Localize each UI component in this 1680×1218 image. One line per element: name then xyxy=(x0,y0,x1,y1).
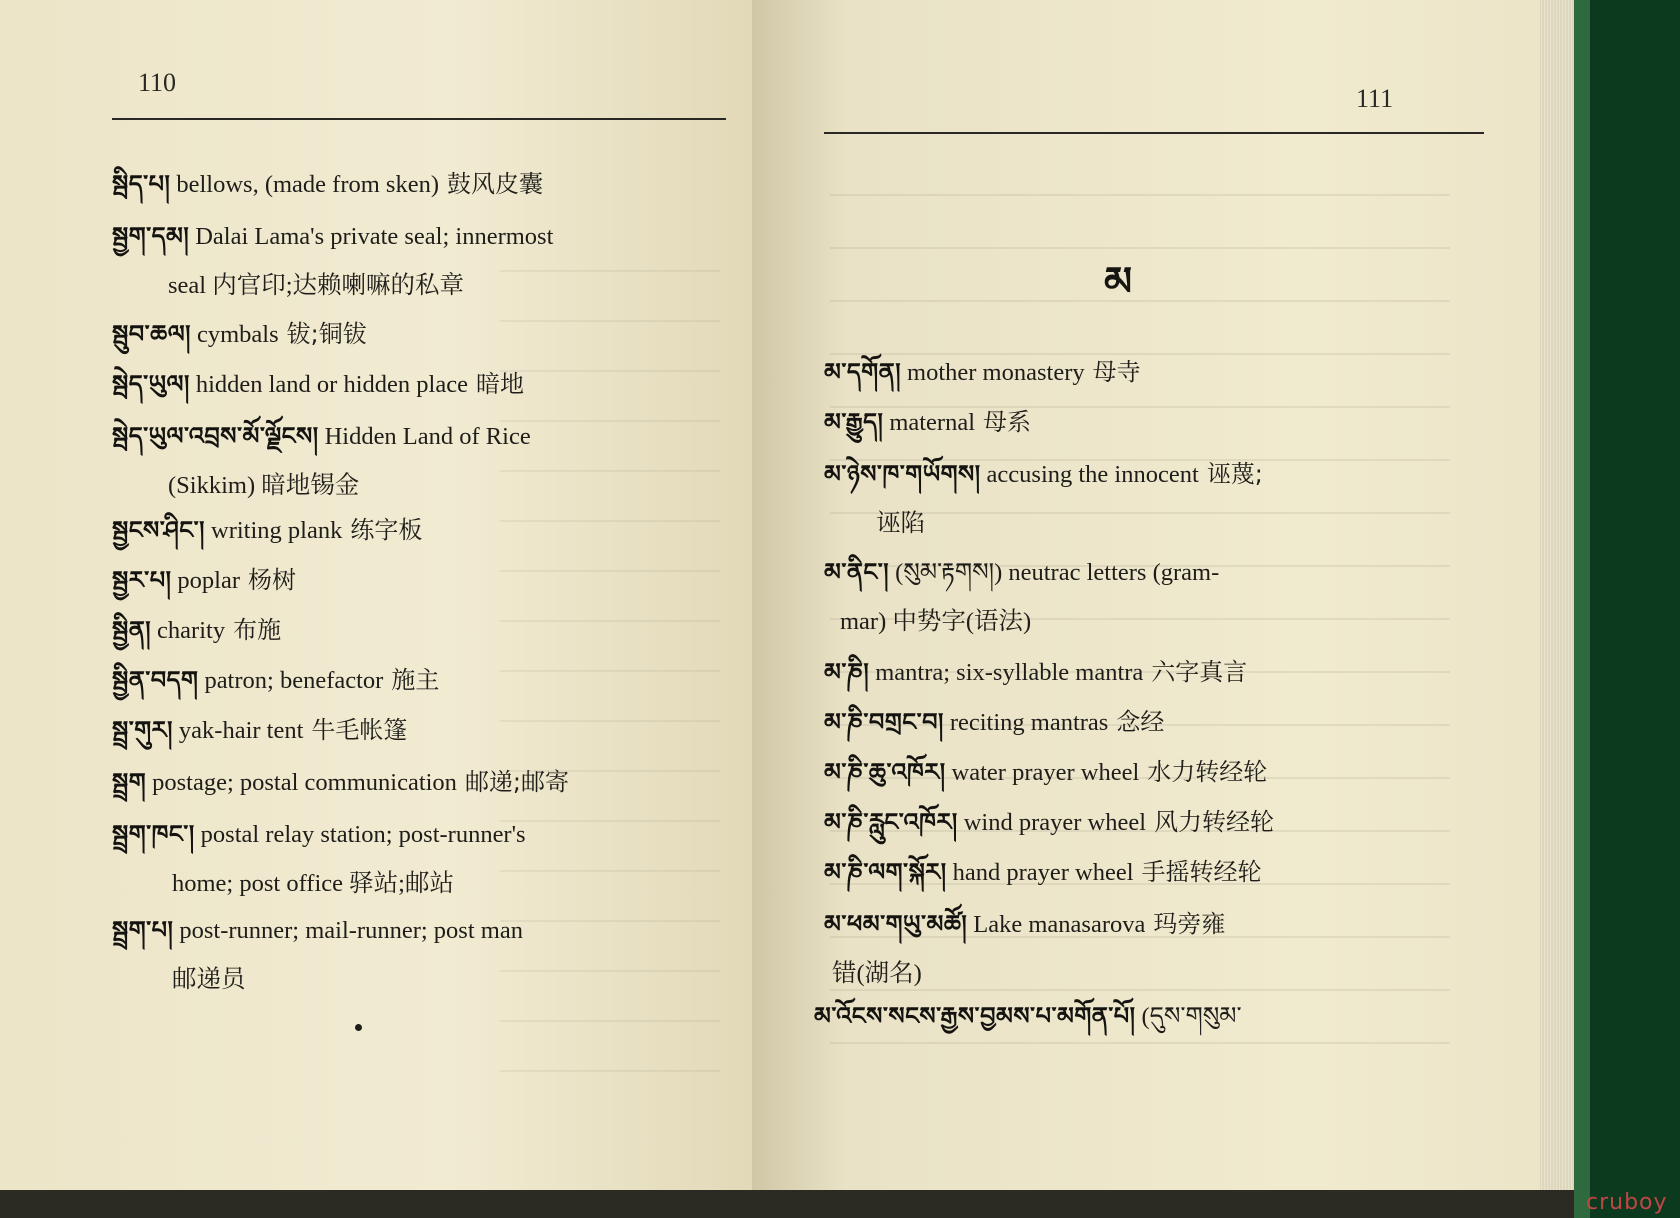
tibetan-headword: མ་འོངས་སངས་རྒྱས་བྱམས་པ་མགོན་པོ། xyxy=(814,1002,1136,1030)
english-definition: mother monastery xyxy=(907,359,1085,386)
tibetan-headword: སྦྲག་པ། xyxy=(112,916,174,944)
chinese-definition: 风力转经轮 xyxy=(1154,808,1275,836)
chinese-definition: 玛旁雍 xyxy=(1153,910,1226,938)
chinese-definition: 钹;铜钹 xyxy=(286,320,367,348)
tibetan-headword: མ་ཉེས་ཁ་གཡོགས། xyxy=(824,460,981,488)
definition-continuation: 错(湖名) xyxy=(832,960,922,987)
chinese-definition: 施主 xyxy=(391,666,440,694)
dictionary-entry xyxy=(824,450,1263,548)
english-definition: patron; benefactor xyxy=(204,667,384,694)
tibetan-headword: སྦྲག xyxy=(112,768,147,796)
header-rule-right xyxy=(824,132,1484,134)
dictionary-entry xyxy=(112,758,569,807)
dictionary-entry xyxy=(824,798,1274,847)
english-definition: bellows, (made from sken) xyxy=(176,171,439,198)
tibetan-headword: སྦྱག་དམ། xyxy=(112,222,190,250)
dictionary-entry xyxy=(112,506,422,555)
tibetan-headword: མ་དགོན། xyxy=(824,358,902,386)
chinese-definition: 六字真言 xyxy=(1151,658,1248,686)
right-page xyxy=(752,0,1540,1190)
english-definition: hand prayer wheel xyxy=(952,859,1134,886)
english-definition: water prayer wheel xyxy=(951,759,1140,786)
chinese-definition: 水力转经轮 xyxy=(1147,758,1268,786)
section-letter: མ xyxy=(1104,259,1133,305)
tibetan-headword: མ་ཎི་ཆུ་འཁོར། xyxy=(824,758,946,786)
ink-dot xyxy=(355,1024,362,1031)
tibetan-headword: མ་ཎི། xyxy=(824,658,870,686)
tibetan-headword: མ་ཎི་ལག་སྐོར། xyxy=(824,858,947,886)
tibetan-headword: མ་ནིང་། xyxy=(824,558,890,586)
chinese-definition: 暗地 xyxy=(475,370,524,398)
definition-continuation: 诬陷 xyxy=(876,510,925,537)
dictionary-entry xyxy=(824,398,1031,447)
chinese-definition: 念经 xyxy=(1116,708,1165,736)
chinese-definition: 鼓风皮囊 xyxy=(446,170,543,198)
dictionary-entry xyxy=(112,906,523,1004)
show-through-text xyxy=(500,240,720,1120)
dictionary-entry xyxy=(824,848,1262,897)
header-rule-left xyxy=(112,118,726,120)
english-definition: accusing the innocent xyxy=(986,461,1199,488)
english-definition: postage; postal communication xyxy=(152,769,457,796)
english-definition: post-runner; mail-runner; post man xyxy=(179,917,523,944)
dictionary-entry xyxy=(824,748,1267,797)
dictionary-entry xyxy=(112,810,526,908)
tibetan-headword: མ་ཎི་བགྲང་བ། xyxy=(824,708,944,736)
chinese-definition: 牛毛帐篷 xyxy=(311,716,408,744)
chinese-definition: 母寺 xyxy=(1092,358,1141,386)
tibetan-headword: མ་རྒྱུད། xyxy=(824,408,884,436)
left-page xyxy=(0,0,752,1190)
chinese-definition: 母系 xyxy=(983,408,1032,436)
dictionary-entry xyxy=(112,360,524,409)
tibetan-headword: སྦྲག་ཁང་། xyxy=(112,820,195,848)
english-definition: reciting mantras xyxy=(949,709,1109,736)
tibetan-headword: སྦྱར་པ། xyxy=(112,566,172,594)
english-definition: postal relay station; post-runner's xyxy=(200,821,526,848)
watermark: cruboy xyxy=(1586,1190,1668,1215)
tibetan-headword: སྦྲ་གུར། xyxy=(112,716,173,744)
chinese-definition: 布施 xyxy=(233,616,282,644)
tibetan-headword: མ་ཕམ་གཡུ་མཚོ། xyxy=(824,910,968,938)
tibetan-headword: སྦྱིན། xyxy=(112,616,152,644)
english-definition: Hidden Land of Rice xyxy=(324,423,531,450)
page-number-right: 111 xyxy=(1356,84,1394,113)
tibetan-headword: སྦུབ་ཆལ། xyxy=(112,320,191,348)
english-definition: charity xyxy=(157,617,226,644)
english-definition: yak-hair tent xyxy=(178,717,304,744)
page-number-left: 110 xyxy=(138,68,177,97)
dictionary-entry xyxy=(112,706,407,755)
english-definition: wind prayer wheel xyxy=(963,809,1147,836)
tibetan-headword: སྦེད་ཡུལ། xyxy=(112,370,190,398)
dictionary-entry xyxy=(814,992,1242,1041)
dictionary-entry xyxy=(824,698,1164,747)
english-definition: (སུམ་རྟགས།) neutrac letters (gram- xyxy=(895,559,1220,586)
english-definition: Lake manasarova xyxy=(973,911,1146,938)
dictionary-entry xyxy=(112,556,296,605)
tibetan-headword: སྦྱངས་ཤིང་། xyxy=(112,516,205,544)
dictionary-entry xyxy=(112,412,531,510)
english-definition: mantra; six-syllable mantra xyxy=(875,659,1144,686)
dictionary-entry xyxy=(112,656,439,705)
definition-continuation: mar) 中势字(语法) xyxy=(840,608,1032,635)
tibetan-headword: སྦིད་པ། xyxy=(112,170,171,198)
chinese-definition: 诬蔑; xyxy=(1206,460,1263,488)
dictionary-entry xyxy=(112,606,281,655)
english-definition: hidden land or hidden place xyxy=(195,371,468,398)
dictionary-entry xyxy=(112,310,367,359)
chinese-definition: 杨树 xyxy=(248,566,296,594)
scan-bottom xyxy=(0,1190,1574,1218)
definition-continuation: seal 内官印;达赖喇嘛的私章 xyxy=(168,272,465,299)
chinese-definition: 邮递;邮寄 xyxy=(464,768,570,796)
english-definition: maternal xyxy=(889,409,976,436)
definition-continuation: 邮递员 xyxy=(172,966,246,993)
dictionary-entry xyxy=(112,160,543,209)
page-edges xyxy=(1540,0,1574,1218)
english-definition: Dalai Lama's private seal; innermost xyxy=(195,223,554,250)
tibetan-headword: སྦེད་ཡུལ་འབྲས་མོ་ལྗོངས། xyxy=(112,422,319,450)
english-definition: poplar xyxy=(177,567,240,594)
tibetan-headword: མ་ཎི་རླུང་འཁོར། xyxy=(824,808,958,836)
dictionary-entry xyxy=(824,548,1219,646)
cover-inner-edge xyxy=(1574,0,1590,1218)
english-definition: cymbals xyxy=(196,321,279,348)
dictionary-entry xyxy=(112,212,553,310)
english-definition: (དུས་གསུམ་ xyxy=(1141,1003,1242,1030)
definition-continuation: home; post office 驿站;邮站 xyxy=(172,870,454,897)
dictionary-entry xyxy=(824,348,1141,397)
english-definition: writing plank xyxy=(211,517,343,544)
dictionary-entry xyxy=(824,648,1247,697)
definition-continuation: (Sikkim) 暗地锡金 xyxy=(168,472,360,499)
chinese-definition: 练字板 xyxy=(350,516,423,544)
tibetan-headword: སྦྱིན་བདག xyxy=(112,666,199,694)
chinese-definition: 手摇转经轮 xyxy=(1141,858,1262,886)
dictionary-entry xyxy=(824,900,1225,998)
